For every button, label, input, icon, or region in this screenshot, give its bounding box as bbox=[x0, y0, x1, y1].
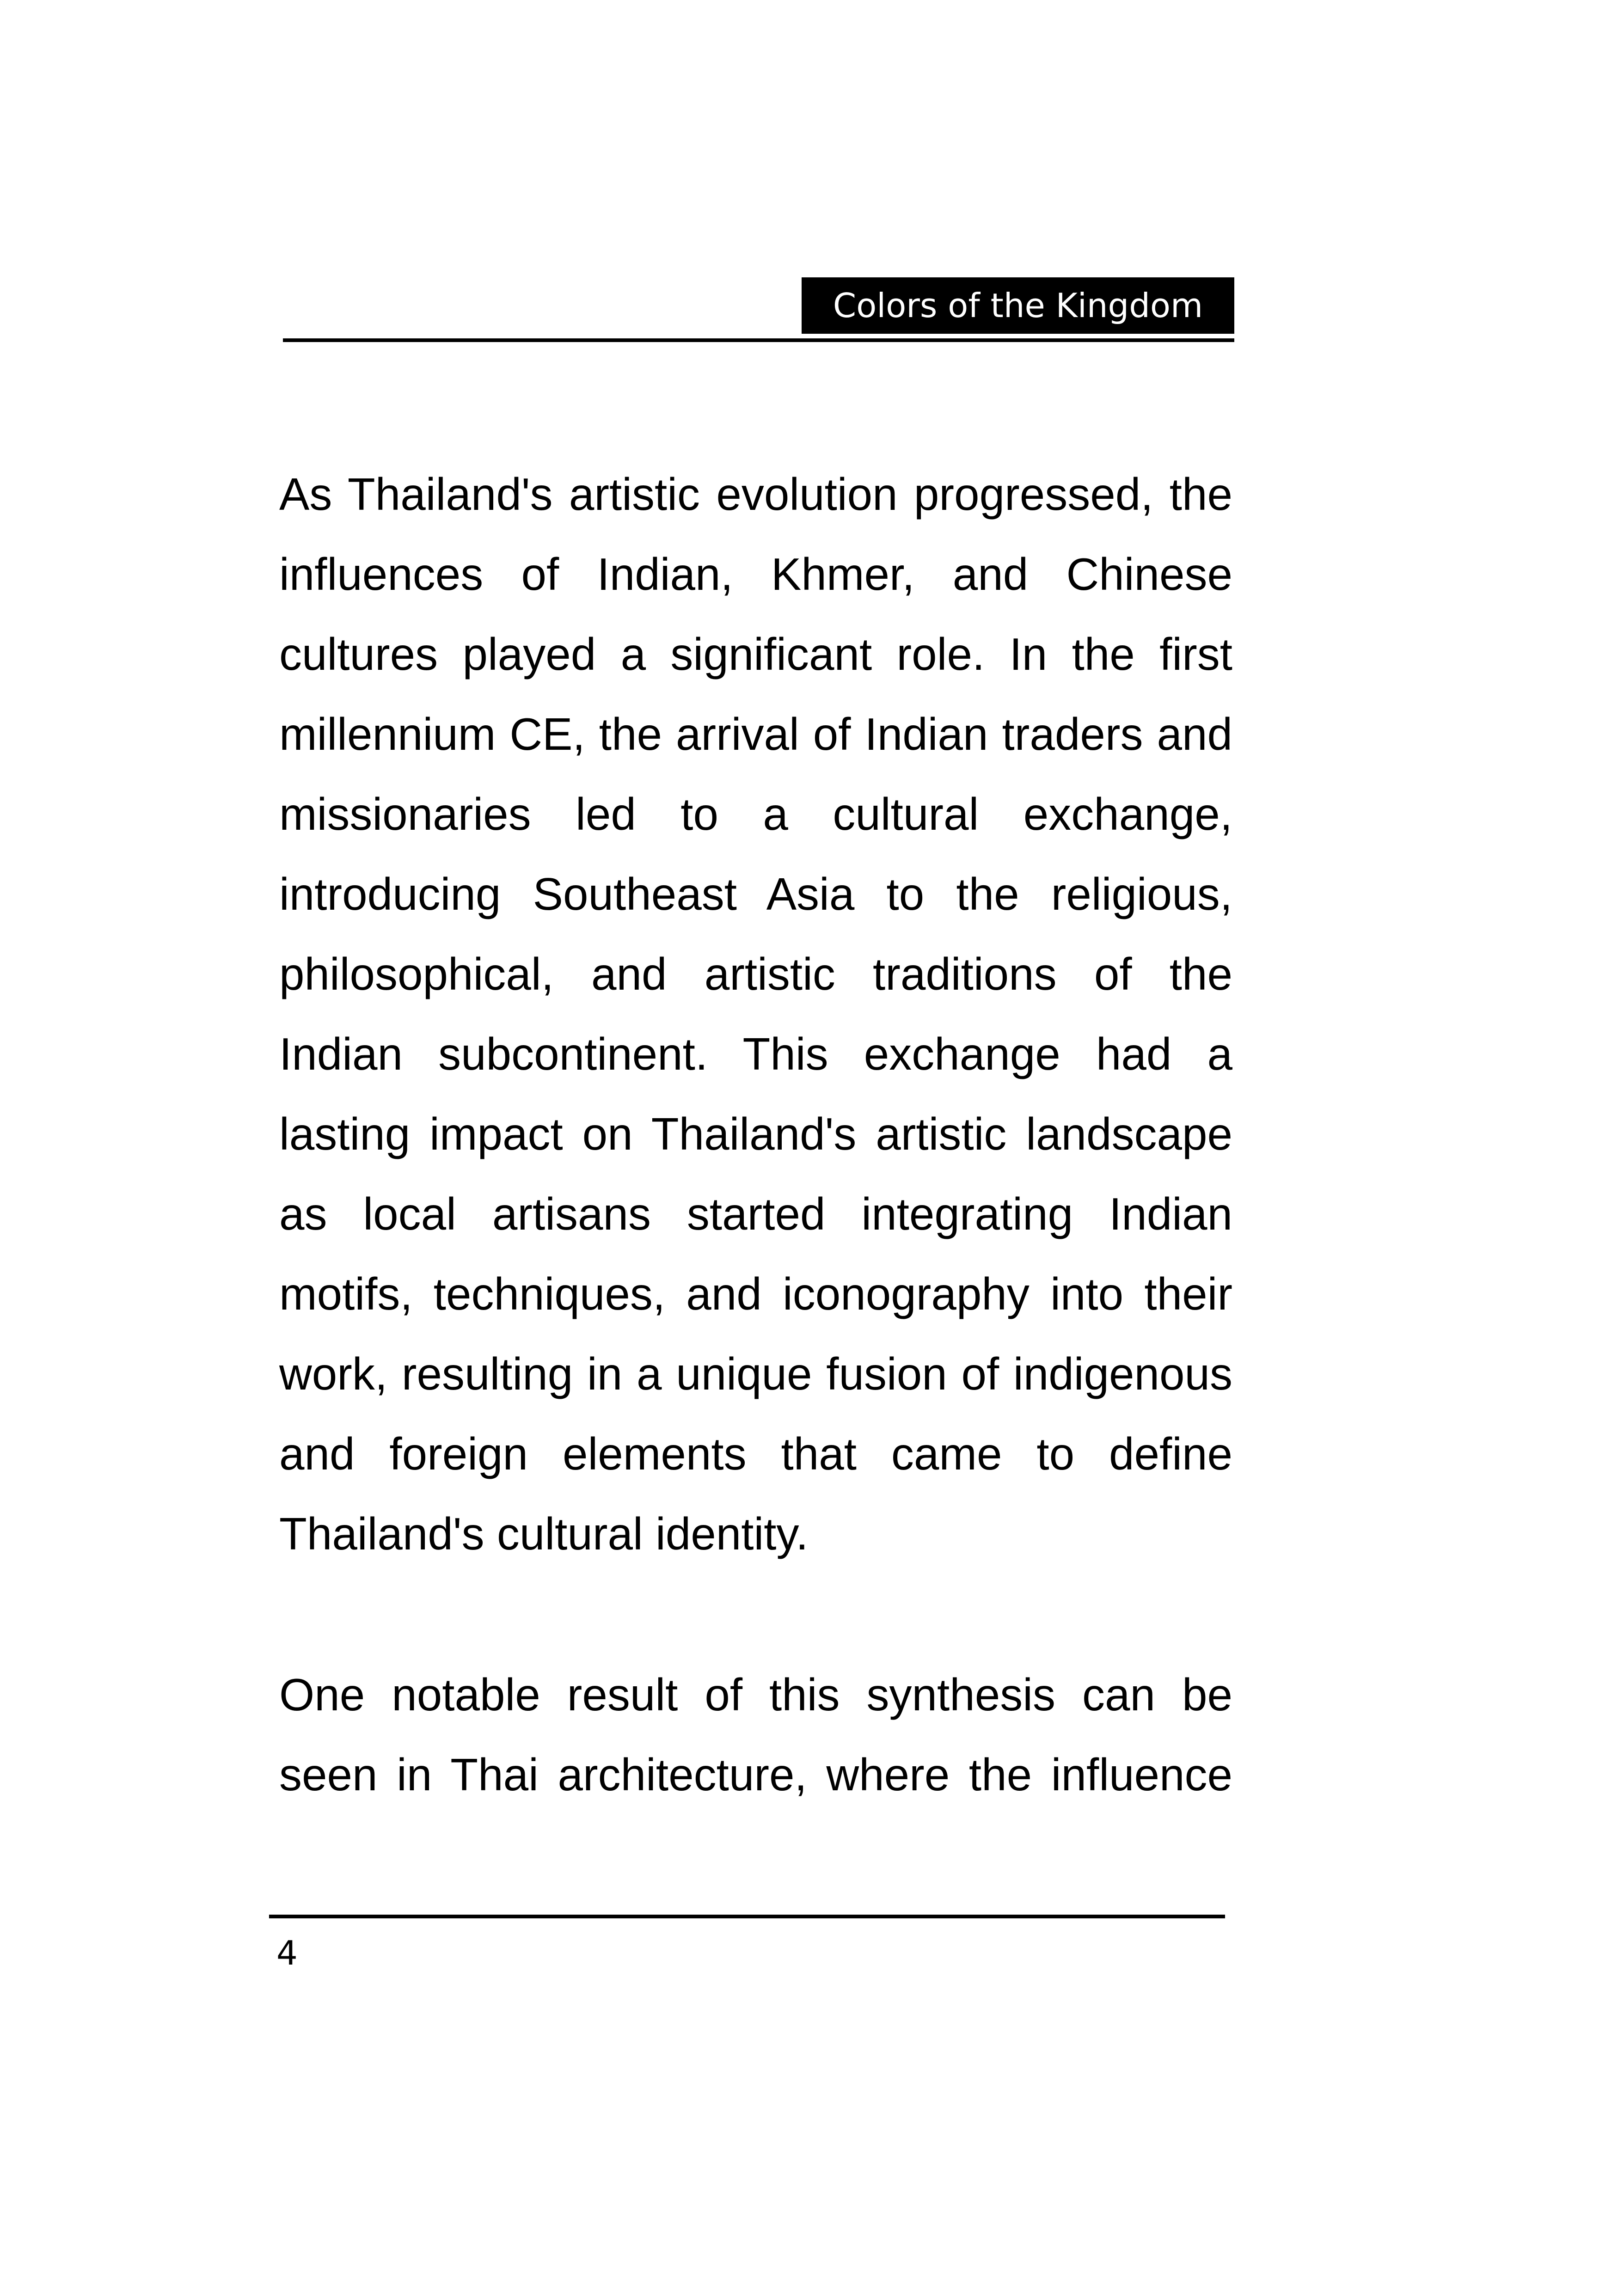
running-header-title: Colors of the Kingdom bbox=[802, 277, 1234, 334]
header-divider bbox=[283, 338, 1234, 342]
footer-divider bbox=[269, 1915, 1225, 1918]
page-number: 4 bbox=[276, 1934, 298, 1972]
body-paragraph-2: One notable result of this synthesis can be seen in Thai architecture, where the influence bbox=[279, 1669, 1232, 1800]
body-paragraph-1: As Thailand's artistic evolution progressed, the influences of Indian, Khmer, and Chinese cultures played a significant role. In the first millennium CE, the arrival of Indian traders and missionaries led to a cultural exchange, introducing Southeast Asia to the religious, philosophical, and artistic traditions of the Indian subcontinent. This exchange had a lasting impact on Thailand's artistic landscape as local artisans started integrating Indian motifs, techniques, and iconography into their work, resulting in a unique fusion of indigenous and foreign elements that came to define Thailand's cultural identity. bbox=[279, 469, 1232, 1559]
